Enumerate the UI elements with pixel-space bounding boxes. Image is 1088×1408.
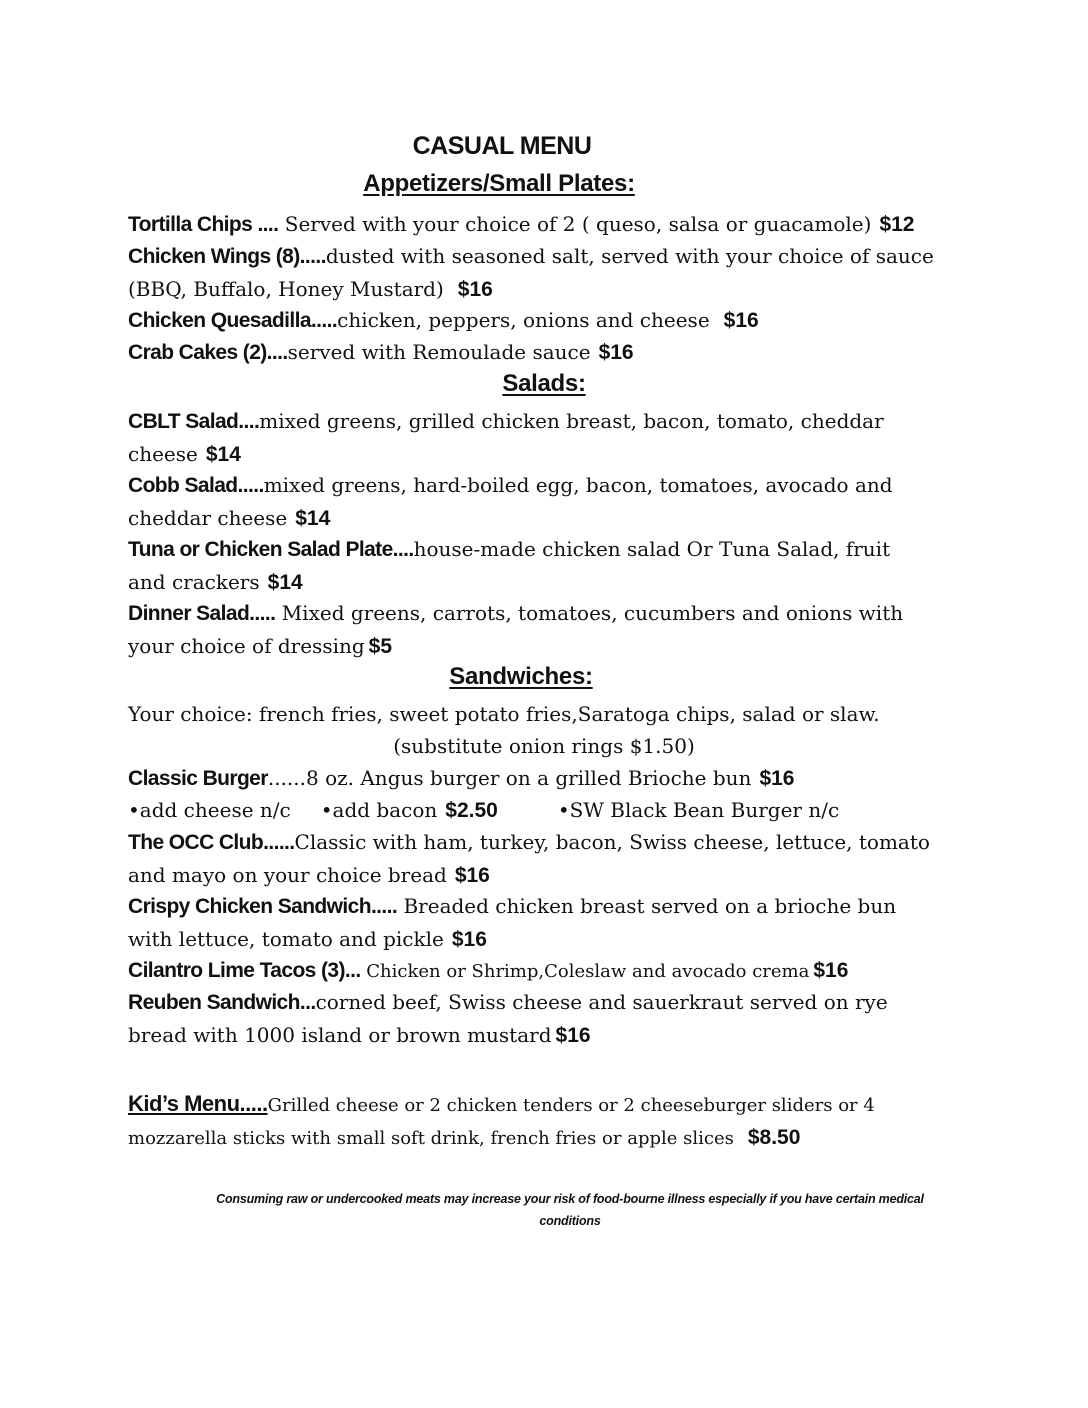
menu-item-crab-cakes [128, 336, 968, 369]
item-name: Dinner Salad..... [128, 602, 276, 625]
item-description: Grilled cheese or 2 chicken tenders or 2 cheeseburger sliders or 4 [267, 1095, 875, 1116]
item-name: CBLT Salad.... [128, 410, 260, 433]
menu-item-classic-burger [128, 762, 968, 795]
burger-addons [128, 794, 869, 827]
menu-item-chicken-wings [128, 240, 968, 306]
item-price: $16 [555, 1024, 591, 1047]
item-description: ......8 oz. Angus burger on a grilled Brioche bun [267, 766, 752, 790]
item-price: $14 [205, 443, 241, 466]
item-description-cont: bread with 1000 island or brown mustard [128, 1023, 552, 1047]
disclaimer-line: conditions [539, 1214, 601, 1228]
item-name: Crab Cakes (2).... [128, 341, 288, 364]
menu-item-tortilla-chips [128, 208, 968, 241]
item-description: mixed greens, hard-boiled egg, bacon, tomatoes, avocado and [263, 473, 893, 497]
item-price: $16 [813, 959, 849, 982]
item-price: $16 [451, 928, 487, 951]
disclaimer-line: Consuming raw or undercooked meats may increase your risk of food-bourne illness especially if you have certain medical [216, 1192, 924, 1206]
item-price: $16 [723, 309, 759, 332]
item-description-cont: mozzarella sticks with small soft drink, french fries or apple slices [128, 1128, 734, 1149]
item-price: $16 [598, 341, 634, 364]
menu-item-occ-club [128, 826, 968, 892]
appetizers-heading: Appetizers/Small Plates: [363, 170, 635, 197]
item-name: Crispy Chicken Sandwich..... [128, 895, 398, 918]
addon-black-bean-burger: •SW Black Bean Burger n/c [557, 798, 840, 822]
item-description-cont: cheddar cheese [128, 506, 288, 530]
item-description-cont: (BBQ, Buffalo, Honey Mustard) [128, 277, 444, 301]
item-name: Chicken Quesadilla..... [128, 309, 338, 332]
item-description-cont: and crackers [128, 570, 260, 594]
food-safety-disclaimer [170, 1188, 970, 1232]
item-price: $5 [368, 635, 393, 658]
menu-item-cilantro-lime-tacos [128, 954, 968, 988]
item-price: $16 [457, 278, 493, 301]
item-description: Classic with ham, turkey, bacon, Swiss cheese, lettuce, tomato [294, 830, 930, 854]
menu-item-kids-menu [128, 1088, 968, 1155]
item-price: $14 [267, 571, 303, 594]
item-description-cont: your choice of dressing [128, 634, 365, 658]
menu-item-tuna-chicken-salad [128, 533, 968, 599]
item-description: dusted with seasoned salt, served with your choice of sauce [325, 244, 934, 268]
menu-item-cblt-salad [128, 405, 968, 471]
menu-item-chicken-quesadilla [128, 304, 968, 337]
item-price: $16 [759, 767, 795, 790]
menu-item-reuben-sandwich [128, 986, 968, 1052]
item-description: house-made chicken salad Or Tuna Salad, fruit [413, 537, 891, 561]
item-price: $16 [454, 864, 490, 887]
item-price: $8.50 [747, 1126, 801, 1149]
item-name: Classic Burger [128, 767, 268, 790]
item-description: mixed greens, grilled chicken breast, bacon, tomato, cheddar [259, 409, 884, 433]
addon-cheese: •add cheese n/c [128, 798, 291, 822]
menu-item-crispy-chicken-sandwich [128, 890, 968, 956]
item-price: $12 [879, 213, 915, 236]
sides-choice: Your choice: french fries, sweet potato fries,Saratoga chips, salad or slaw. [128, 702, 880, 726]
salads-heading: Salads: [502, 370, 586, 397]
item-description-cont: with lettuce, tomato and pickle [128, 927, 444, 951]
item-description-cont: and mayo on your choice bread [128, 863, 447, 887]
item-description: served with Remoulade sauce [287, 340, 591, 364]
sandwiches-heading: Sandwiches: [449, 663, 593, 690]
menu-item-cobb-salad [128, 469, 968, 535]
item-description-cont: cheese [128, 442, 198, 466]
menu-item-dinner-salad [128, 597, 968, 663]
item-name: The OCC Club...... [128, 831, 295, 854]
substitute-note: (substitute onion rings $1.50) [393, 734, 695, 758]
item-description: Breaded chicken breast served on a brioche bun [397, 894, 897, 918]
item-description: Served with your choice of 2 ( queso, salsa or guacamole) [278, 212, 872, 236]
item-description: Chicken or Shrimp,Coleslaw and avocado crema [360, 961, 810, 982]
item-name: Tuna or Chicken Salad Plate.... [128, 538, 414, 561]
item-name: Cilantro Lime Tacos (3)... [128, 959, 361, 982]
item-name: Chicken Wings (8)..... [128, 245, 326, 268]
kids-menu-heading: Kid’s Menu..... [128, 1091, 268, 1116]
item-price: $14 [295, 507, 331, 530]
item-description: corned beef, Swiss cheese and sauerkraut served on rye [315, 990, 888, 1014]
item-name: Tortilla Chips .... [128, 213, 279, 236]
item-name: Cobb Salad..... [128, 474, 264, 497]
item-name: Reuben Sandwich... [128, 991, 316, 1014]
addon-bacon-price: $2.50 [445, 799, 498, 822]
item-description: Mixed greens, carrots, tomatoes, cucumbers and onions with [275, 601, 904, 625]
item-description: chicken, peppers, onions and cheese [337, 308, 710, 332]
page-title: CASUAL MENU [412, 132, 592, 160]
addon-bacon: •add bacon [320, 798, 438, 822]
